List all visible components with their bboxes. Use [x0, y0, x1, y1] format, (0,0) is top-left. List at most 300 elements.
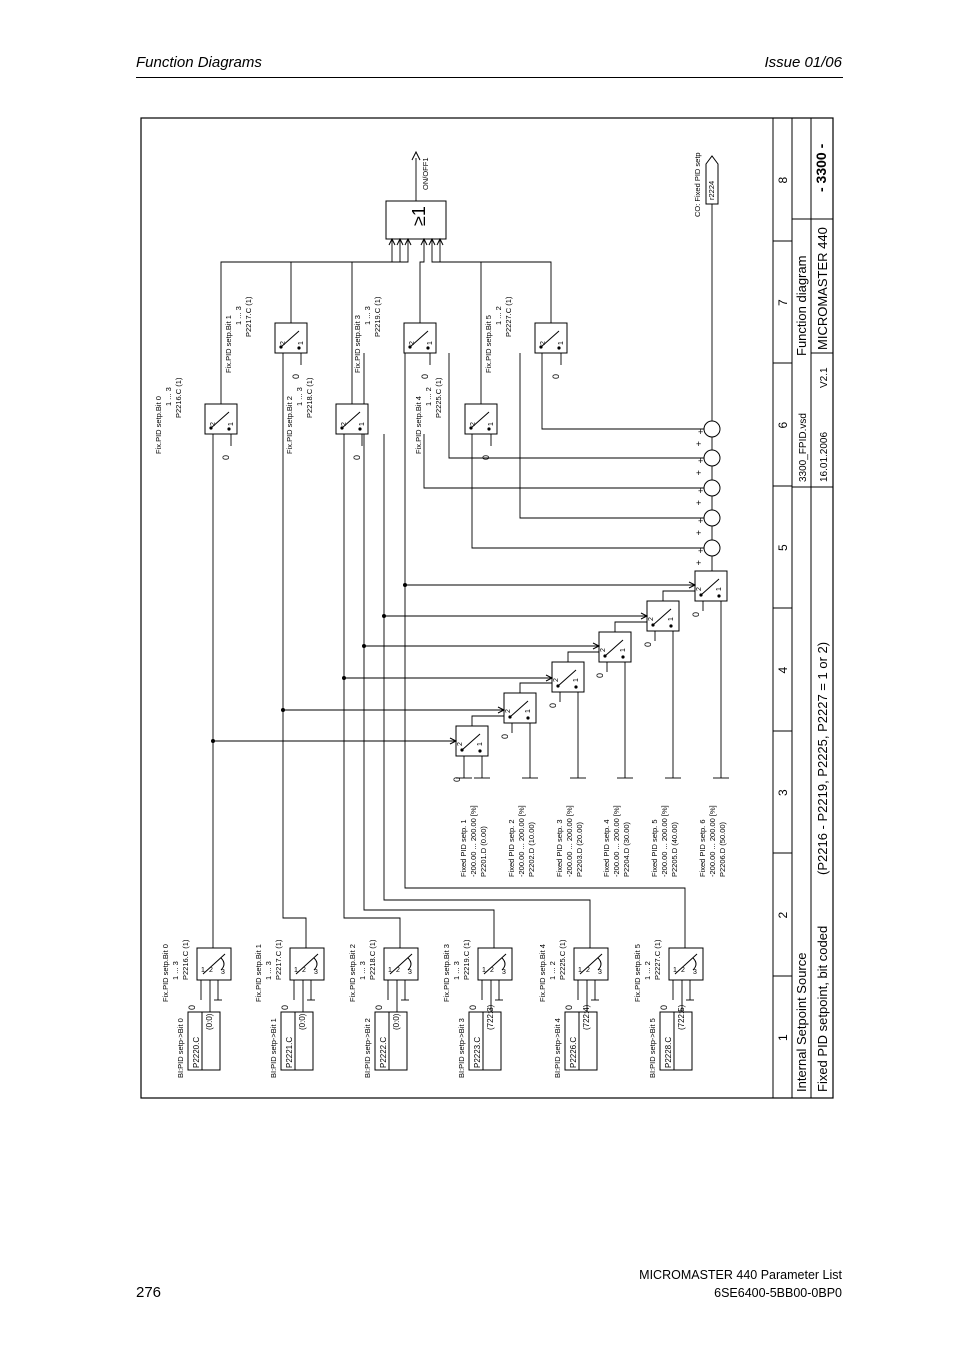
grid-number-group: [776, 912, 790, 919]
setpoint-switch-contact: [669, 624, 672, 627]
zero-label-group: [291, 374, 301, 379]
setpoint-switch-pivot: [556, 684, 559, 687]
upper-fix-label-group: [285, 396, 294, 454]
zero-label: 0: [468, 1004, 478, 1010]
enable-switch-pos-group: [558, 341, 565, 345]
diagram-title: Internal Setpoint Source: [794, 952, 809, 1092]
bit-selector-pos: 2: [490, 967, 494, 974]
zero-label: 0: [481, 454, 491, 460]
product-name: MICROMASTER 440: [815, 227, 830, 350]
upper-fix-label: Fix.PID setp.Bit 5: [484, 315, 493, 373]
bit-default-group: [205, 1013, 214, 1030]
upper-sel-label: P2216.C (1): [174, 377, 183, 418]
enable-switch-contact: [358, 427, 361, 430]
junction-dot: [362, 644, 366, 648]
bit-selector-pos: 1: [578, 967, 582, 974]
bit-selector-pos: 3: [598, 969, 602, 976]
bit-input-label: BI:PID setp->Bit 5: [648, 1018, 657, 1078]
bit-fix-label-group: [442, 944, 451, 1002]
bit-fix-label-group: [348, 944, 357, 1002]
bit-sel-label: P2219.C (1): [462, 939, 471, 980]
bit-input-label: BI:PID setp->Bit 2: [363, 1018, 372, 1078]
bit-default: (0:0): [205, 1013, 214, 1030]
plus-sign: +: [696, 468, 702, 478]
fixed-setpoint-name-group: [650, 819, 659, 877]
or-input-wire: [291, 239, 400, 323]
upper-sel-label: P2219.C (1): [373, 296, 382, 337]
bit-range-label-group: [548, 961, 557, 980]
fixed-setpoint-param: P2204.D (30.00): [622, 821, 631, 877]
output-label-group: [693, 152, 702, 217]
setpoint-switch-pos: 2: [553, 678, 560, 682]
upper-range-label-group: [234, 306, 243, 325]
plus-sign: +: [698, 427, 704, 437]
bit-input-label-group: [363, 1018, 372, 1078]
grid-number-group: [776, 299, 790, 306]
bit-default: (722:4): [582, 1004, 591, 1030]
enable-switch-pos: 2: [470, 422, 477, 426]
enable-switch-pos-group: [341, 422, 348, 426]
setpoint-switch-pos-group: [668, 617, 675, 621]
enable-switch-contact: [557, 346, 560, 349]
footer-order-number: 6SE6400-5BB00-0BP0: [714, 1286, 842, 1300]
bit-selector-pos: 3: [693, 969, 697, 976]
upper-sel-label-group: [305, 377, 314, 418]
junction-dot: [382, 614, 386, 618]
plus-sign: +: [698, 486, 704, 496]
setpoint-switch-pos: 1: [573, 678, 580, 682]
zero-label-group: [221, 455, 231, 460]
upper-sel-label-group: [504, 296, 513, 337]
upper-range-label-group: [363, 306, 372, 325]
plus-sign: +: [696, 498, 702, 508]
upper-fix-label: Fix.PID setp.Bit 2: [285, 396, 294, 454]
bit-input-label: BI:PID setp->Bit 0: [176, 1018, 185, 1078]
fixed-setpoint-range: -200.00 ... 200.00 [%]: [612, 805, 621, 877]
setpoint-switch-contact: [574, 685, 577, 688]
bit-fix-label-group: [633, 944, 642, 1002]
enable-switch-pos: 2: [280, 341, 287, 345]
bit-param-group: [569, 1037, 578, 1068]
bit-sel-label-group: [653, 939, 662, 980]
bit-input-label: BI:PID setp->Bit 3: [457, 1018, 466, 1078]
zero-label-group: [187, 1005, 197, 1010]
bit-range-label-group: [358, 961, 367, 980]
bit-selector-pos: 1: [294, 967, 298, 974]
output-param-group: [707, 181, 716, 200]
setpoint-switch-pivot: [651, 623, 654, 626]
diagram-number: - 3300 -: [813, 143, 829, 192]
setpoint-switch-pos: 2: [505, 709, 512, 713]
bit-default-group: [677, 1004, 686, 1030]
enable-switch-pos-group: [210, 422, 217, 426]
sum-input-wire: [520, 353, 704, 518]
bit-param: P2223.C: [473, 1036, 482, 1068]
enable-switch-contact: [297, 346, 300, 349]
grid-number: 3: [776, 789, 790, 796]
bit-default-group: [486, 1004, 495, 1030]
fixed-setpoint-param: P2205.D (40.00): [670, 821, 679, 877]
upper-fix-label-group: [154, 396, 163, 454]
setpoint-switch-pivot: [460, 748, 463, 751]
enable-switch-contact: [426, 346, 429, 349]
enable-switch-pos-group: [488, 422, 495, 426]
fixed-setpoint-param: P2206.D (50.00): [718, 821, 727, 877]
zero-label-group: [691, 612, 701, 617]
upper-range-label: 1 ... 3: [234, 306, 243, 325]
fixed-setpoint-name: Fixed PID setp. 6: [698, 819, 707, 877]
bit-default-group: [582, 1004, 591, 1030]
enable-switch-pos-group: [280, 341, 287, 345]
enable-switch-pos: 2: [341, 422, 348, 426]
upper-fix-label: Fix.PID setp.Bit 3: [353, 315, 362, 373]
setpoint-switch-pos-group: [553, 678, 560, 682]
bit-sel-label-group: [274, 939, 283, 980]
upper-range-label-group: [164, 387, 173, 406]
fixed-setpoint-param-group: [622, 821, 631, 877]
zero-label: 0: [291, 373, 301, 379]
fixed-setpoint-range: -200.00 ... 200.00 [%]: [517, 805, 526, 877]
zero-label-group: [564, 1005, 574, 1010]
fixed-setpoint-range-group: [708, 805, 717, 877]
function-diagram-label: Function diagram: [794, 255, 809, 356]
enable-switch-pos-group: [427, 341, 434, 345]
setpoint-switch-pos: 1: [477, 742, 484, 746]
bit-sel-label-group: [462, 939, 471, 980]
fixed-setpoint-range: -200.00 ... 200.00 [%]: [565, 805, 574, 877]
setpoint-switch-contact: [526, 716, 529, 719]
bit-param-group: [379, 1037, 388, 1068]
grid-number: 8: [776, 176, 790, 184]
setpoint-switch-pos-group: [716, 587, 723, 591]
zero-label-group: [659, 1005, 669, 1010]
fixed-setpoint-name: Fixed PID setp. 3: [555, 819, 564, 877]
fixed-setpoint-param: P2202.D (10.00): [527, 821, 536, 877]
bit-sel-label: P2225.C (1): [558, 939, 567, 980]
bit-sel-label: P2227.C (1): [653, 939, 662, 980]
bit-selector-pos: 2: [209, 967, 213, 974]
setpoint-switch-pos: 1: [668, 617, 675, 621]
fixed-setpoint-name: Fixed PID setp. 4: [602, 819, 611, 877]
bit-fix-label-group: [254, 944, 263, 1002]
plus-sign: +: [698, 516, 704, 526]
enable-switch-contact: [487, 427, 490, 430]
enable-switch-pos-group: [228, 422, 235, 426]
bit-param-group: [664, 1037, 673, 1068]
setpoint-switch-pos: 2: [648, 617, 655, 621]
bit-param: P2228.C: [664, 1036, 673, 1068]
bit-sel-label-group: [368, 939, 377, 980]
upper-sel-label-group: [434, 377, 443, 418]
fixed-setpoint-param-group: [670, 821, 679, 877]
fixed-setpoint-param-group: [527, 821, 536, 877]
bit-range-label: 1 ... 2: [643, 961, 652, 980]
zero-label: 0: [595, 672, 605, 678]
zero-label-group: [481, 455, 491, 460]
zero-label-group: [548, 703, 558, 708]
bit-selector-pos: 3: [502, 969, 506, 976]
fixed-setpoint-name: Fixed PID setp. 1: [459, 819, 468, 877]
upper-fix-label: Fix.PID setp.Bit 1: [224, 315, 233, 373]
bit-input-label: BI:PID setp->Bit 1: [269, 1018, 278, 1078]
bit5-bus: [405, 353, 685, 948]
setpoint-switch-pos-group: [648, 617, 655, 621]
enable-switch-pos-group: [298, 341, 305, 345]
bit-fix-label: Fix.PID setp.Bit 0: [161, 944, 170, 1002]
zero-label-group: [643, 642, 653, 647]
bit-sel-label-group: [558, 939, 567, 980]
zero-label: 0: [691, 611, 701, 617]
output-label: CO: Fixed PID setp: [693, 152, 702, 217]
fixed-setpoint-name: Fixed PID setp. 5: [650, 819, 659, 877]
upper-sel-label: P2218.C (1): [305, 377, 314, 418]
upper-range-label: 1 ... 3: [295, 387, 304, 406]
zero-label-group: [500, 734, 510, 739]
enable-switch-pos: 1: [298, 341, 305, 345]
setpoint-switch-pos: 1: [620, 648, 627, 652]
bit-input-label-group: [553, 1018, 562, 1078]
bit-sel-label: P2217.C (1): [274, 939, 283, 980]
enable-switch-pos: 1: [488, 422, 495, 426]
fixed-setpoint-range-group: [660, 805, 669, 877]
bit-fix-label-group: [538, 944, 547, 1002]
fixed-setpoint-name-group: [555, 819, 564, 877]
fixed-setpoint-param: P2201.D (0.00): [479, 826, 488, 877]
setpoint-switch-pivot: [699, 593, 702, 596]
enable-switch-pos: 1: [228, 422, 235, 426]
zero-label: 0: [374, 1004, 384, 1010]
bit-param: P2226.C: [569, 1036, 578, 1068]
upper-range-label-group: [424, 387, 433, 406]
revision-date: 16.01.2006: [819, 431, 830, 482]
plus-sign: +: [696, 558, 702, 568]
output-param: r2224: [707, 180, 716, 200]
bit-fix-label: Fix.PID setp.Bit 2: [348, 944, 357, 1002]
bit-input-label-group: [176, 1018, 185, 1078]
bit-fix-label: Fix.PID setp.Bit 5: [633, 944, 642, 1002]
upper-range-label: 1 ... 3: [363, 306, 372, 325]
enable-switch-pos: 1: [558, 341, 565, 345]
bit-default-group: [392, 1013, 401, 1030]
fixed-setpoint-name-group: [507, 819, 516, 877]
bit-selector-pos: 2: [586, 967, 590, 974]
bit-param: P2221.C: [285, 1036, 294, 1068]
bit-default: (0:0): [392, 1013, 401, 1030]
summing-junction: [704, 510, 720, 526]
fixed-setpoint-range-group: [517, 805, 526, 877]
summing-junction: [704, 450, 720, 466]
zero-label-group: [452, 777, 462, 782]
or-output-label-group: [421, 157, 430, 190]
bit-selector-pos: 1: [673, 967, 677, 974]
fixed-setpoint-name: Fixed PID setp. 2: [507, 819, 516, 877]
bit-range-label-group: [452, 961, 461, 980]
grid-number-group: [776, 544, 790, 551]
setpoint-switch-pos-group: [600, 648, 607, 652]
bit-range-label-group: [171, 961, 180, 980]
page-number: 276: [136, 1284, 162, 1301]
fixed-setpoint-range: -200.00 ... 200.00 [%]: [469, 805, 478, 877]
bit2-bus: [344, 434, 400, 948]
or-output-label: ON/OFF1: [421, 157, 430, 190]
bit-selector-pos: 3: [221, 969, 225, 976]
grid-number-group: [776, 422, 790, 429]
bit-selector-pos: 2: [681, 967, 685, 974]
or-gate-symbol-group: [409, 206, 429, 226]
footer-product: MICROMASTER 440 Parameter List: [639, 1268, 842, 1282]
fixed-setpoint-param: P2203.D (20.00): [575, 821, 584, 877]
setpoint-switch-pos-group: [505, 709, 512, 713]
setpoint-switch-pos-group: [620, 648, 627, 652]
zero-label: 0: [352, 454, 362, 460]
enable-switch-pos-group: [540, 341, 547, 345]
setpoint-switch-contact: [478, 749, 481, 752]
fixed-setpoint-name-group: [602, 819, 611, 877]
upper-sel-label-group: [244, 296, 253, 337]
zero-label: 0: [221, 454, 231, 460]
bit-fix-label: Fix.PID setp.Bit 1: [254, 944, 263, 1002]
grid-number: 7: [776, 299, 790, 306]
bit-range-label: 1 ... 3: [171, 961, 180, 980]
setpoint-switch-pos: 2: [696, 587, 703, 591]
grid-number: 1: [776, 1034, 790, 1041]
fixed-setpoint-range-group: [612, 805, 621, 877]
zero-label: 0: [500, 733, 510, 739]
zero-label-group: [551, 374, 561, 379]
upper-sel-label-group: [373, 296, 382, 337]
zero-label: 0: [548, 702, 558, 708]
revision-version: V2.1: [819, 367, 830, 388]
plus-sign: +: [696, 528, 702, 538]
upper-range-label: 1 ... 2: [494, 306, 503, 325]
fixed-setpoint-param-group: [575, 821, 584, 877]
or-gate-symbol: ≥1: [409, 206, 429, 226]
upper-fix-label: Fix.PID setp.Bit 0: [154, 396, 163, 454]
junction-dot: [342, 676, 346, 680]
zero-label: 0: [452, 776, 462, 782]
junction-dot: [403, 583, 407, 587]
upper-fix-label: Fix.PID setp.Bit 4: [414, 396, 423, 454]
zero-label-group: [420, 374, 430, 379]
enable-switch-pos: 2: [210, 422, 217, 426]
fixed-setpoint-name-group: [459, 819, 468, 877]
bit-fix-label: Fix.PID setp.Bit 3: [442, 944, 451, 1002]
zero-label-group: [595, 673, 605, 678]
fixed-setpoint-range: -200.00 ... 200.00 [%]: [708, 805, 717, 877]
diagram-subtitle: Fixed PID setpoint, bit coded: [815, 925, 830, 1092]
bit-selector-pos: 2: [302, 967, 306, 974]
enable-switch-pos-group: [409, 341, 416, 345]
upper-fix-label-group: [353, 315, 362, 373]
zero-label-group: [468, 1005, 478, 1010]
header-left: Function Diagrams: [136, 54, 262, 71]
enable-switch-pos: 2: [540, 341, 547, 345]
setpoint-switch-pivot: [508, 715, 511, 718]
zero-label: 0: [280, 1004, 290, 1010]
junction-dot: [281, 708, 285, 712]
bit-fix-label-group: [161, 944, 170, 1002]
bit-selector-pos: 1: [201, 967, 205, 974]
summing-junction: [704, 480, 720, 496]
setpoint-switch-pos-group: [525, 709, 532, 713]
upper-fix-label-group: [224, 315, 233, 373]
setpoint-switch-pos: 2: [600, 648, 607, 652]
bit-sel-label: P2216.C (1): [181, 939, 190, 980]
enable-switch-contact: [227, 427, 230, 430]
junction-dot: [211, 739, 215, 743]
bit-default: (722:5): [677, 1004, 686, 1030]
bit-selector-pos: 2: [396, 967, 400, 974]
fixed-setpoint-param-group: [479, 826, 488, 877]
fixed-setpoint-range-group: [469, 805, 478, 877]
bit-range-label-group: [643, 961, 652, 980]
grid-number: 4: [776, 666, 790, 674]
upper-sel-label: P2217.C (1): [244, 296, 253, 337]
bit-sel-label: P2218.C (1): [368, 939, 377, 980]
sum-input-wire: [424, 434, 704, 488]
enable-switch-pos: 1: [427, 341, 434, 345]
grid-number: 5: [776, 544, 790, 551]
zero-label-group: [374, 1005, 384, 1010]
upper-sel-label-group: [174, 377, 183, 418]
fixed-setpoint-range-group: [565, 805, 574, 877]
bit-param-group: [473, 1037, 482, 1068]
enable-switch-pos-group: [470, 422, 477, 426]
file-name: 3300_FPID.vsd: [798, 413, 809, 482]
zero-label: 0: [420, 373, 430, 379]
setpoint-switch-pos: 2: [457, 742, 464, 746]
plus-sign: +: [698, 456, 704, 466]
setpoint-switch-pos-group: [457, 742, 464, 746]
fixed-setpoint-param-group: [718, 821, 727, 877]
fixed-setpoint-range: -200.00 ... 200.00 [%]: [660, 805, 669, 877]
setpoint-switch-pos-group: [696, 587, 703, 591]
setpoint-switch-pivot: [603, 654, 606, 657]
bit-input-label-group: [269, 1018, 278, 1078]
setpoint-switch-pos-group: [477, 742, 484, 746]
upper-range-label-group: [494, 306, 503, 325]
bit-selector-pos: 3: [314, 969, 318, 976]
bit-fix-label: Fix.PID setp.Bit 4: [538, 944, 547, 1002]
diagram-subtitle-params: (P2216 - P2219, P2225, P2227 = 1 or 2): [815, 641, 830, 875]
zero-label: 0: [659, 1004, 669, 1010]
grid-number: 6: [776, 421, 790, 429]
zero-label-group: [280, 1005, 290, 1010]
zero-label: 0: [187, 1004, 197, 1010]
setpoint-switch-pos-group: [573, 678, 580, 682]
bit-input-label-group: [457, 1018, 466, 1078]
sum-input-wire: [542, 353, 704, 429]
upper-range-label: 1 ... 2: [424, 387, 433, 406]
setpoint-switch-pos: 1: [716, 587, 723, 591]
enable-switch-pos-group: [359, 422, 366, 426]
bit-selector-pos: 1: [482, 967, 486, 974]
bit-param: P2220.C: [192, 1036, 201, 1068]
grid-number-group: [776, 177, 790, 184]
bit-selector-pos: 1: [388, 967, 392, 974]
setpoint-switch-pos: 1: [525, 709, 532, 713]
bit-default-group: [298, 1013, 307, 1030]
bit-default: (0:0): [298, 1013, 307, 1030]
bit-range-label: 1 ... 3: [264, 961, 273, 980]
bit-sel-label-group: [181, 939, 190, 980]
setpoint-switch-contact: [621, 655, 624, 658]
enable-switch-pos: 1: [359, 422, 366, 426]
grid-number-group: [776, 1034, 790, 1041]
upper-sel-label: P2227.C (1): [504, 296, 513, 337]
zero-label-group: [352, 455, 362, 460]
plus-sign: +: [698, 546, 704, 556]
